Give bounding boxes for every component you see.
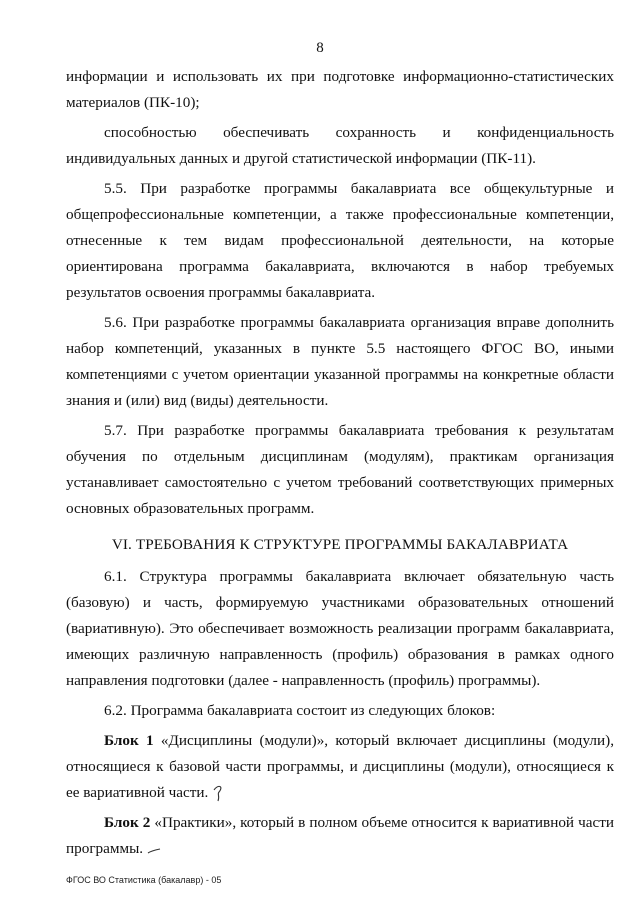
handwritten-mark-icon: [212, 784, 226, 802]
paragraph-6-1: 6.1. Структура программы бакалавриата включает обязательную часть (базовую) и часть, формируемую участниками образовательных отношений (вариативную). Это обеспечивает возможность реализации программ бакалавриата, имеющих различную направленность (профиль) образования в рамках одного направления подготовки (далее - направленность (профиль) программы).: [66, 568, 614, 689]
paragraph-pk11: способностью обеспечивать сохранность и конфиденциальность индивидуальных данных и другой статистической информации (ПК-11).: [66, 124, 614, 167]
paragraph-5-5: 5.5. При разработке программы бакалавриата все общекультурные и общепрофессиональные компетенции, а также профессиональные компетенции, отнесенные к тем видам профессиональной деятельности, на которые ориентирована программа бакалавриата, включаются в набор требуемых результатов освоения программы бакалавриата.: [66, 180, 614, 301]
document-body: [66, 64, 614, 866]
paragraph-block-2: [66, 810, 614, 862]
block-2-text: «Практики», который в полном объеме относится к вариативной части программы.: [66, 814, 614, 857]
paragraph-block-1: [66, 728, 614, 806]
section-heading: VI. ТРЕБОВАНИЯ К СТРУКТУРЕ ПРОГРАММЫ БАКАЛАВРИАТА: [111, 536, 569, 553]
paragraph-6-2: 6.2. Программа бакалавриата состоит из следующих блоков:: [104, 702, 496, 719]
paragraph-5-7: 5.7. При разработке программы бакалавриата требования к результатам обучения по отдельным дисциплинам (модулям), практикам организация устанавливает самостоятельно с учетом требований соответствующих примерных основных образовательных программ.: [66, 422, 614, 517]
block-1-text: «Дисциплины (модули)», который включает дисциплины (модули), относящиеся к базовой части программы, и дисциплины (модули), относящиеся к ее вариативной части.: [66, 732, 614, 801]
paragraph-5-6: 5.6. При разработке программы бакалавриата организация вправе дополнить набор компетенций, указанных в пункте 5.5 настоящего ФГОС ВО, иными компетенциями с учетом ориентации указанной программы на конкретные области знания и (или) вид (виды) деятельности.: [66, 314, 614, 409]
page-number: 8: [316, 40, 324, 56]
page-footer: ФГОС ВО Статистика (бакалавр) - 05: [66, 875, 222, 885]
block-2-label: Блок 2: [104, 814, 151, 831]
paragraph-pk10: информации и использовать их при подготовке информационно-статистических материалов (ПК-10);: [66, 68, 614, 111]
block-1-label: Блок 1: [104, 732, 154, 749]
handwritten-dash-icon: [147, 840, 161, 858]
